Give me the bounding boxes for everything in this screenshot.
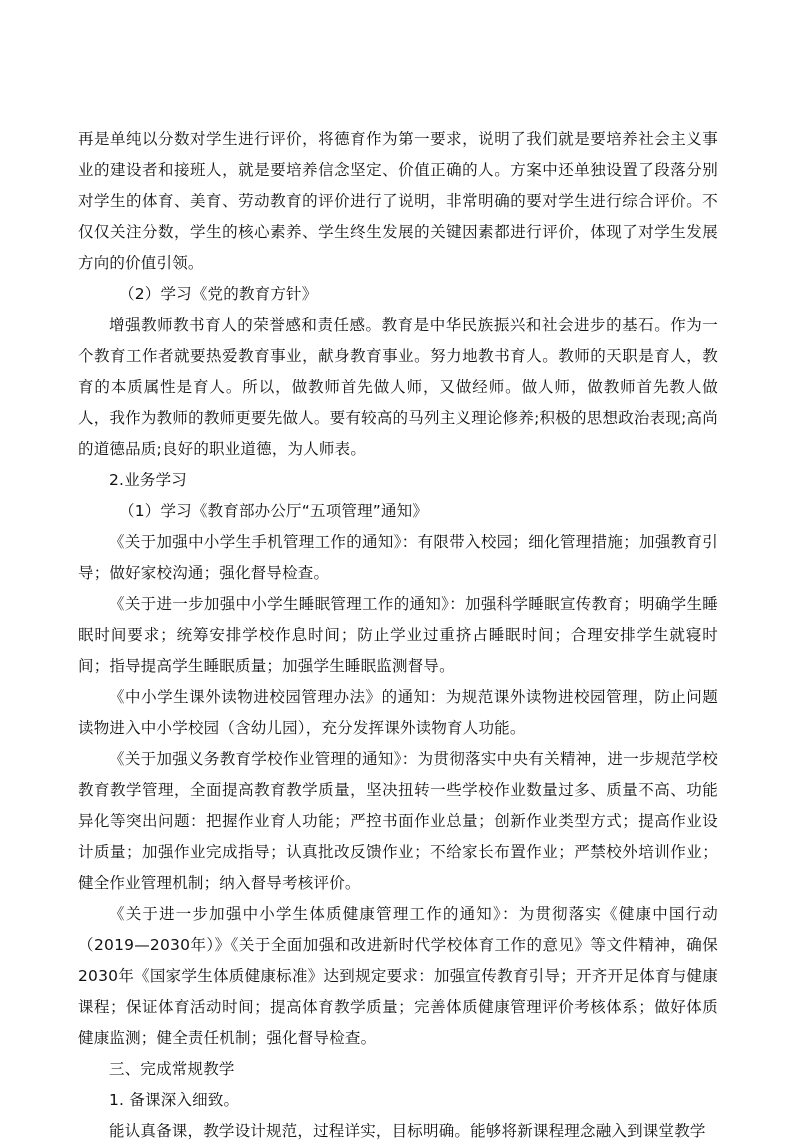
paragraph-lesson-preparation: 能认真备课，教学设计规范，过程详实，目标明确。能够将新课程理念融入到课堂教学 — [109, 1122, 706, 1140]
heading-regular-teaching: 三、完成常规教学 — [109, 1060, 235, 1078]
paragraph-homework-management: 《关于加强义务教育学校作业管理的通知》：为贯彻落实中央有关精神，进一步规范学校教育教学管理，全面提高教育教学质量，坚决扭转一些学校作业数量过多、质量不高、功能异化等突出问题：把握作业育人功能；严控书面作业总量；创新作业类型方式；提高作业设计质量；加强作业完成指导；认真批改反馈作业；不给家长布置作业；严禁校外培训作业；健全作业管理机制；纳入督导考核评价。 — [78, 750, 718, 892]
paragraph-reading-management: 《中小学生课外读物进校园管理办法》的通知：为规范课外读物进校园管理，防止问题读物进入中小学校园（含幼儿园），充分发挥课外读物育人功能。 — [78, 688, 718, 737]
document-page — [78, 124, 718, 1147]
paragraph-sleep-management: 《关于进一步加强中小学生睡眠管理工作的通知》：加强科学睡眠宣传教育；明确学生睡眠时间要求；统筹安排学校作息时间；防止学业过重挤占睡眠时间；合理安排学生就寝时间；指导提高学生睡眠质量；加强学生睡眠监测督导。 — [78, 595, 718, 675]
subheading-five-management: （1）学习《教育部办公厅“五项管理”通知》 — [119, 502, 429, 520]
paragraph-evaluation-plan: 再是单纯以分数对学生进行评价，将德育作为第一要求，说明了我们就是要培养社会主义事业的建设者和接班人，就是要培养信念坚定、价值正确的人。方案中还单独设置了段落分别对学生的体育、美育、劳动教育的评价进行了说明，非常明确的要对学生进行综合评价。不仅仅关注分数，学生的核心素养、学生终生发展的关键因素都进行评价，体现了对学生发展方向的价值引领。 — [78, 130, 718, 272]
paragraph-physical-health: 《关于进一步加强中小学生体质健康管理工作的通知》：为贯彻落实《健康中国行动（2019—2030年）》《关于全面加强和改进新时代学校体育工作的意见》等文件精神，确保2030年《国家学生体质健康标准》达到规定要求：加强宣传教育引导；开齐开足体育与健康课程；保证体育活动时间；提高体育教学质量；完善体质健康管理评价考核体系；做好体质健康监测；健全责任机制；强化督导检查。 — [78, 905, 718, 1047]
heading-business-study: 2.业务学习 — [109, 471, 187, 489]
subheading-party-education-policy: （2）学习《党的教育方针》 — [119, 285, 318, 303]
paragraph-teacher-honor: 增强教师教书育人的荣誉感和责任感。教育是中华民族振兴和社会进步的基石。作为一个教育工作者就要热爱教育事业，献身教育事业。努力地教书育人。教师的天职是育人，教育的本质属性是育人。所以，做教师首先做人师，又做经师。做人师，做教师首先教人做人，我作为教师的教师更要先做人。要有较高的马列主义理论修养;积极的思想政治表现;高尚的道德品质;良好的职业道德，为人师表。 — [78, 316, 718, 458]
paragraph-phone-management: 《关于加强中小学生手机管理工作的通知》：有限带入校园；细化管理措施；加强教育引导；做好家校沟通；强化督导检查。 — [78, 533, 718, 582]
heading-lesson-preparation: 1. 备课深入细致。 — [109, 1091, 240, 1109]
